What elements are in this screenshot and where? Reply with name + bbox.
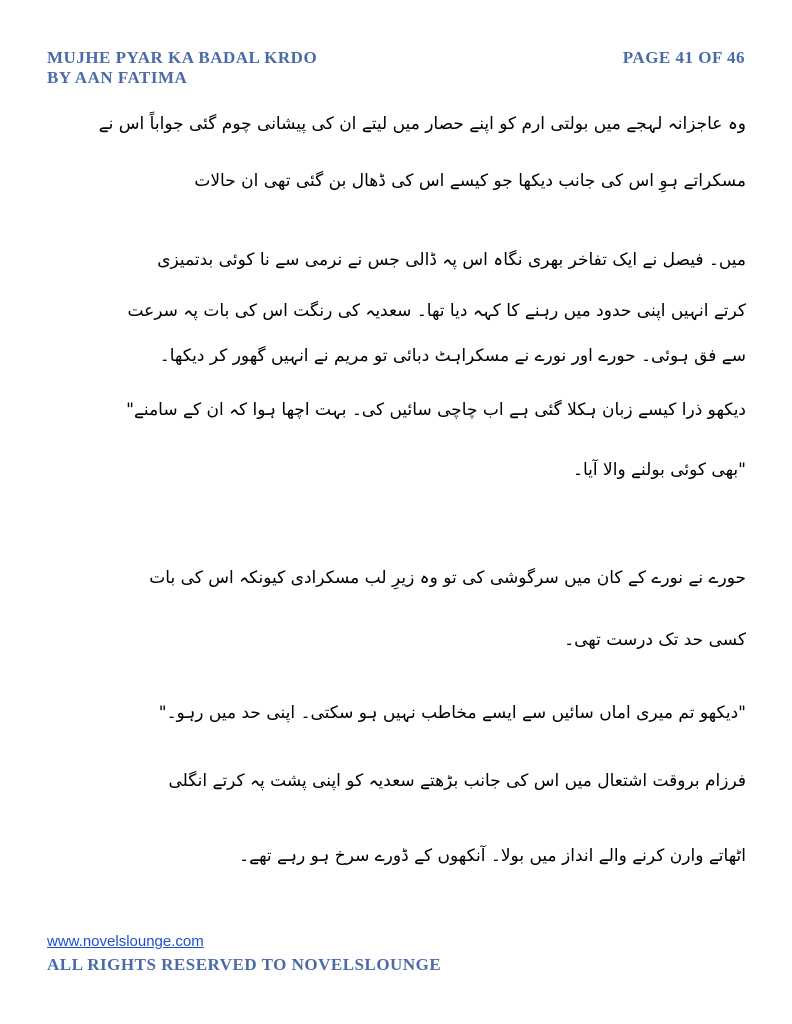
body-line: میں۔ فیصل نے ایک تفاخر بھری نگاہ اس پہ ڈالی جس نے نرمی سے نا کوئی بدتمیزی bbox=[157, 250, 746, 270]
body-line: کرتے انہیں اپنی حدود میں رہنے کا کہہ دیا تھا۔ سعدیہ کی رنگت اس کی بات پہ سرعت bbox=[127, 301, 746, 321]
novel-title: MUJHE PYAR KA BADAL KRDO bbox=[47, 48, 318, 67]
body-line: سے فق ہوئی۔ حورے اور نورے نے مسکراہٹ دبائی تو مریم نے انہیں گھور کر دیکھا۔ bbox=[159, 346, 746, 366]
body-line: فرزام بروقت اشتعال میں اس کی جانب بڑھتے سعدیہ کو اپنی پشت پہ کرتے انگلی bbox=[168, 771, 746, 791]
body-line: حورے نے نورے کے کان میں سرگوشی کی تو وہ زیرِ لب مسکرادی کیونکہ اس کی بات bbox=[149, 568, 746, 588]
author-name: BY AAN FATIMA bbox=[47, 68, 188, 87]
body-line: "بھی کوئی بولنے والا آیا۔ bbox=[573, 460, 746, 480]
rights-notice: ALL RIGHTS RESERVED TO NOVELSLOUNGE bbox=[47, 955, 442, 974]
body-line: دیکھو ذرا کیسے زبان ہکلا گئی ہے اب چاچی سائیں کی۔ بہت اچھا ہوا کہ ان کے سامنے" bbox=[126, 400, 746, 420]
page-number: PAGE 41 OF 46 bbox=[622, 48, 745, 67]
body-line: اٹھاتے وارن کرنے والے انداز میں بولا۔ آنکھوں کے ڈورے سرخ ہو رہے تھے۔ bbox=[239, 846, 746, 866]
website-link[interactable]: www.novelslounge.com bbox=[47, 933, 204, 950]
body-line: "دیکھو تم میری اماں سائیں سے ایسے مخاطب نہیں ہو سکتی۔ اپنی حد میں رہو۔" bbox=[158, 703, 746, 723]
body-line: کسی حد تک درست تھی۔ bbox=[564, 630, 746, 650]
body-line: وہ عاجزانہ لہجے میں بولتی ارم کو اپنے حصار میں لیتے ان کی پیشانی چوم گئی جواباً اس نے bbox=[98, 114, 746, 134]
body-line: مسکراتے ہوِ اس کی جانب دیکھا جو کیسے اس کی ڈھال بن گئی تھی ان حالات bbox=[194, 171, 746, 191]
